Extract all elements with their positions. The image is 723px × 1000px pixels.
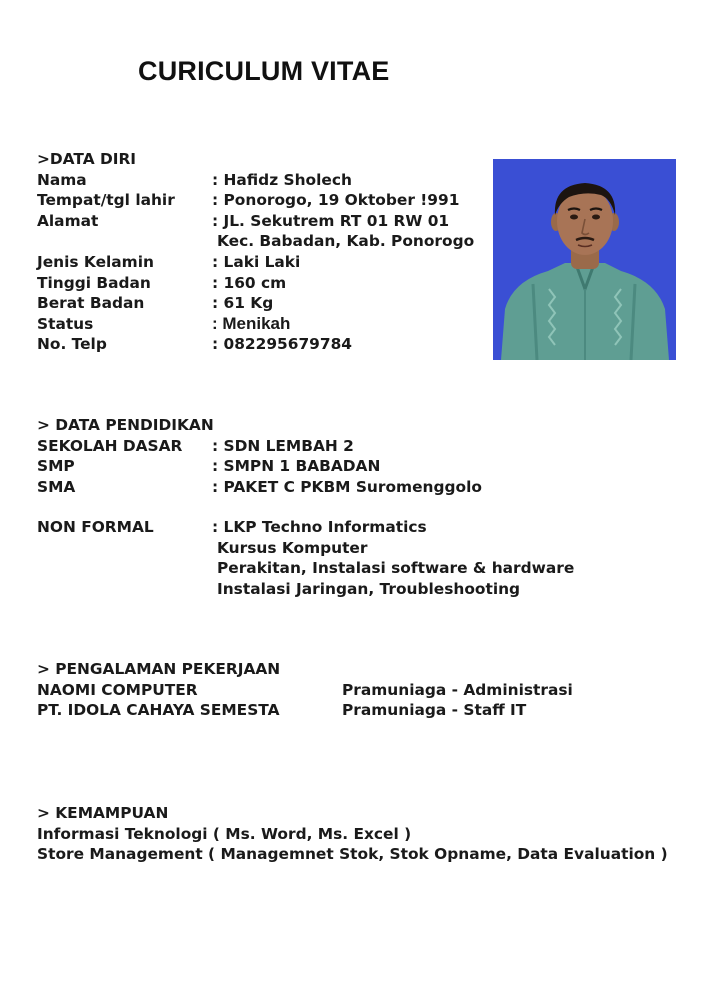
info-value: : 082295679784: [212, 335, 353, 354]
education-value: : PAKET C PKBM Suromenggolo: [212, 477, 482, 496]
section-heading-pengalaman: > PENGALAMAN PEKERJAAN: [37, 660, 281, 678]
info-label: Tempat/tgl lahir: [37, 191, 175, 210]
info-value: : Ponorogo, 19 Oktober !991: [212, 191, 460, 210]
info-value: Kec. Babadan, Kab. Ponorogo: [217, 232, 475, 251]
education-label: SEKOLAH DASAR: [37, 436, 183, 455]
job-row: [37, 700, 527, 721]
info-value: : JL. Sekutrem RT 01 RW 01: [212, 211, 450, 230]
skill-line: [37, 824, 412, 845]
info-value: : 61 Kg: [212, 294, 274, 313]
non-formal-value: Instalasi Jaringan, Troubleshooting: [217, 579, 521, 598]
page-title: CURICULUM VITAE: [138, 56, 390, 86]
profile-photo-illustration: [493, 159, 676, 360]
info-value: : Laki Laki: [212, 252, 301, 271]
education-row-sd: [37, 436, 354, 457]
education-label: SMA: [37, 477, 76, 496]
info-row-nama: [37, 170, 352, 191]
info-label: Nama: [37, 170, 87, 189]
info-row-status: [37, 313, 291, 335]
section-data-diri: [37, 149, 475, 355]
info-label: Jenis Kelamin: [37, 252, 154, 271]
info-label: Status: [37, 314, 94, 333]
info-row-alamat: [37, 211, 450, 232]
info-label: Berat Badan: [37, 294, 145, 313]
non-formal-label: NON FORMAL: [37, 518, 154, 536]
job-company: NAOMI COMPUTER: [37, 680, 198, 699]
education-row-sma: [37, 477, 482, 498]
info-row-alamat-cont: [37, 231, 475, 252]
education-value: : SMPN 1 BABADAN: [212, 457, 381, 476]
education-value: : SDN LEMBAH 2: [212, 436, 354, 455]
non-formal-value: Kursus Komputer: [217, 538, 368, 557]
section-heading-data-diri: >DATA DIRI: [37, 150, 137, 168]
info-label: Tinggi Badan: [37, 273, 151, 292]
non-formal-value: : LKP Techno Informatics: [212, 518, 427, 536]
profile-photo: [493, 159, 676, 360]
job-position: Pramuniaga - Administrasi: [342, 680, 573, 699]
info-value: : Hafidz Sholech: [212, 170, 352, 189]
section-kemampuan: [37, 803, 668, 865]
info-row-telp: [37, 334, 353, 355]
education-row-smp: [37, 456, 381, 477]
job-row: [37, 680, 573, 701]
job-company: PT. IDOLA CAHAYA SEMESTA: [37, 701, 280, 720]
section-heading-pendidikan: > DATA PENDIDIKAN: [37, 416, 214, 434]
info-row-jenis-kelamin: [37, 252, 301, 273]
info-value: : Menikah: [212, 313, 291, 333]
section-heading-kemampuan: > KEMAMPUAN: [37, 804, 169, 822]
info-row-ttl: [37, 190, 460, 211]
skill-text: Informasi Teknologi ( Ms. Word, Ms. Excel ): [37, 824, 412, 843]
section-pengalaman: [37, 659, 573, 721]
skill-text: Store Management ( Managemnet Stok, Stok Opname, Data Evaluation ): [37, 845, 668, 864]
section-pendidikan: [37, 415, 482, 497]
info-label: Alamat: [37, 211, 99, 230]
info-row-berat-badan: [37, 293, 274, 314]
info-value: : 160 cm: [212, 273, 287, 292]
job-position: Pramuniaga - Staff IT: [342, 701, 527, 720]
info-row-tinggi-badan: [37, 273, 287, 294]
non-formal-value: Perakitan, Instalasi software & hardware: [217, 559, 575, 578]
skill-line: [37, 844, 668, 865]
education-label: SMP: [37, 457, 75, 476]
info-label: No. Telp: [37, 335, 107, 354]
